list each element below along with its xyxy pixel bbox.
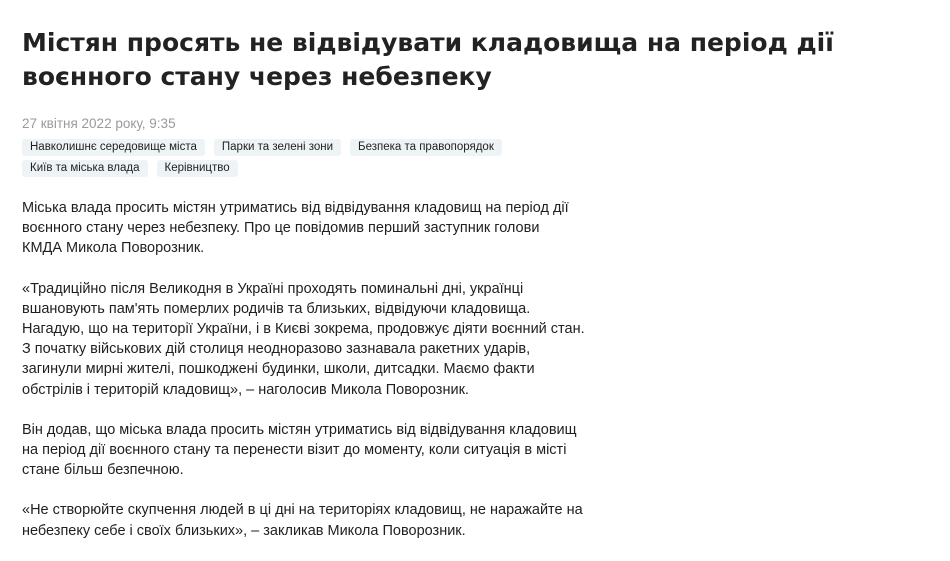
- text-line: З початку військових дій столиця неодноразово зазнавала ракетних ударів,: [22, 341, 531, 358]
- text-line: Він додав, що міська влада просить містян утриматись від відвідування кладовищ: [22, 421, 577, 438]
- news-article: [22, 26, 947, 561]
- tag-kyiv-city-authority[interactable]: Київ та міська влада: [22, 160, 148, 177]
- text-line: воєнного стану через небезпеку. Про це повідомив перший заступник голови: [22, 220, 540, 237]
- tag-list: [22, 139, 582, 177]
- text-line: КМДА Микола Поворозник.: [22, 240, 205, 257]
- text-line: Нагадую, що на території України, і в Києві зокрема, продовжує діяти воєнний стан.: [22, 321, 585, 338]
- text-line: загинули мирні жителі, пошкоджені будинки, школи, дитсадки. Маємо факти: [22, 361, 535, 378]
- text-line: вшановують пам'ять померлих родичів та близьких, відвідуючи кладовища.: [22, 300, 531, 317]
- text-line: стане більш безпечною.: [22, 462, 184, 479]
- text-line: «Традиційно після Великодня в Україні проходять поминальні дні, українці: [22, 280, 524, 297]
- publication-date: 27 квітня 2022 року, 9:35: [22, 116, 176, 131]
- tag-security-law-order[interactable]: Безпека та правопорядок: [350, 139, 502, 156]
- text-line: обстрілів і територій кладовищ», – наголосив Микола Поворозник.: [22, 381, 469, 398]
- text-line: Міська влада просить містян утриматись від відвідування кладовищ на період дії: [22, 200, 569, 216]
- text-line: на період дії воєнного стану та перенести візит до моменту, коли ситуація в місті: [22, 442, 567, 459]
- text-line: «Не створюйте скупчення людей в ці дні на територіях кладовищ, не наражайте на: [22, 502, 583, 519]
- tag-leadership[interactable]: Керівництво: [157, 160, 238, 177]
- article-paragraph: [22, 500, 642, 540]
- article-body: [22, 198, 642, 541]
- text-line: небезпеку себе і своїх близьких», – закликав Микола Поворозник.: [22, 522, 466, 539]
- tag-city-environment[interactable]: Навколишнє середовище міста: [22, 139, 205, 156]
- tag-parks-green-zones[interactable]: Парки та зелені зони: [214, 139, 341, 156]
- article-paragraph: [22, 420, 642, 481]
- article-paragraph: [22, 279, 642, 400]
- article-title: Містян просять не відвідувати кладовища на період дії воєнного стану через небезпеку: [22, 28, 834, 91]
- article-paragraph: [22, 198, 642, 259]
